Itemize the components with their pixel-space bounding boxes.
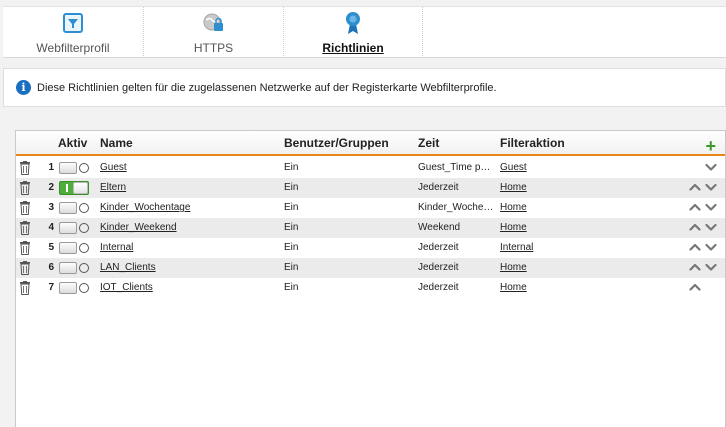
tab-richtlinien[interactable] [283, 7, 423, 58]
policy-name-link[interactable]: LAN_Clients [100, 262, 156, 273]
active-toggle[interactable] [59, 261, 91, 274]
user-groups: Ein [284, 222, 299, 233]
move-down-icon[interactable] [705, 160, 717, 174]
move-down-icon[interactable] [705, 220, 717, 234]
move-up-icon[interactable] [689, 200, 701, 214]
active-toggle[interactable] [59, 201, 91, 214]
trash-icon[interactable] [20, 181, 30, 195]
filter-action-link[interactable]: Home [500, 202, 527, 213]
policy-name-link[interactable]: Internal [100, 242, 134, 253]
move-down-icon[interactable] [705, 260, 717, 274]
policy-name-link[interactable]: Guest [100, 162, 127, 173]
header-aktiv: Aktiv [58, 136, 88, 150]
header-zeit: Zeit [418, 136, 440, 150]
header-filter: Filteraktion [500, 136, 565, 150]
header-name: Name [100, 136, 133, 150]
time-schedule: Jederzeit [418, 262, 459, 273]
row-number: 7 [48, 282, 54, 293]
tab-https[interactable] [143, 7, 283, 58]
policy-name-link[interactable]: Eltern [100, 182, 127, 193]
move-up-icon[interactable] [689, 180, 701, 194]
row-number: 2 [48, 182, 54, 193]
filter-action-link[interactable]: Guest [500, 162, 527, 173]
policy-table [15, 130, 726, 427]
trash-icon[interactable] [20, 281, 30, 295]
policy-name-link[interactable]: Kinder_Weekend [100, 222, 177, 233]
move-down-icon[interactable] [705, 180, 717, 194]
tab-label: HTTPS [193, 41, 234, 55]
time-schedule: Kinder_Woche… [418, 202, 494, 213]
user-groups: Ein [284, 282, 299, 293]
trash-icon[interactable] [20, 161, 30, 175]
globe-lock-icon [202, 12, 226, 34]
tab-label: Webfilterprofil [36, 41, 110, 55]
table-row [16, 238, 725, 258]
policy-name-link[interactable]: IOT_Clients [100, 282, 153, 293]
trash-icon[interactable] [20, 261, 30, 275]
move-down-icon[interactable] [705, 200, 717, 214]
header-user: Benutzer/Gruppen [284, 136, 389, 150]
ribbon-icon [344, 12, 362, 34]
table-row [16, 158, 725, 178]
time-schedule: Weekend [418, 222, 461, 233]
info-icon: i [16, 80, 31, 95]
time-schedule: Jederzeit [418, 282, 459, 293]
table-row [16, 218, 725, 238]
filter-action-link[interactable]: Home [500, 182, 527, 193]
row-number: 1 [48, 162, 54, 173]
user-groups: Ein [284, 162, 299, 173]
table-header [16, 131, 725, 156]
user-groups: Ein [284, 242, 299, 253]
trash-icon[interactable] [20, 221, 30, 235]
time-schedule: Guest_Time p… [418, 162, 491, 173]
trash-icon[interactable] [20, 241, 30, 255]
tab-label: Richtlinien [322, 41, 384, 55]
row-number: 3 [48, 202, 54, 213]
row-number: 6 [48, 262, 54, 273]
table-row [16, 278, 725, 298]
add-policy-button[interactable]: + [705, 136, 716, 156]
tab-bar [3, 6, 726, 58]
filter-action-link[interactable]: Internal [500, 242, 534, 253]
active-toggle[interactable] [59, 181, 89, 195]
filter-icon [62, 12, 84, 34]
table-row [16, 178, 725, 198]
table-row [16, 198, 725, 218]
user-groups: Ein [284, 182, 299, 193]
active-toggle[interactable] [59, 281, 91, 294]
filter-action-link[interactable]: Home [500, 262, 527, 273]
info-banner [3, 68, 726, 107]
policy-name-link[interactable]: Kinder_Wochentage [100, 202, 191, 213]
row-number: 4 [48, 222, 54, 233]
move-up-icon[interactable] [689, 260, 701, 274]
filter-action-link[interactable]: Home [500, 282, 527, 293]
table-row [16, 258, 725, 278]
user-groups: Ein [284, 262, 299, 273]
info-text: Diese Richtlinien gelten für die zugelassenen Netzwerke auf der Registerkarte Webfilterprofile. [37, 81, 497, 94]
active-toggle[interactable] [59, 221, 91, 234]
row-number: 5 [48, 242, 54, 253]
time-schedule: Jederzeit [418, 242, 459, 253]
active-toggle[interactable] [59, 241, 91, 254]
move-up-icon[interactable] [689, 280, 701, 294]
tab-webfilterprofil[interactable] [3, 7, 143, 58]
filter-action-link[interactable]: Home [500, 222, 527, 233]
trash-icon[interactable] [20, 201, 30, 215]
user-groups: Ein [284, 202, 299, 213]
move-down-icon[interactable] [705, 240, 717, 254]
move-up-icon[interactable] [689, 220, 701, 234]
active-toggle[interactable] [59, 161, 91, 174]
time-schedule: Jederzeit [418, 182, 459, 193]
move-up-icon[interactable] [689, 240, 701, 254]
